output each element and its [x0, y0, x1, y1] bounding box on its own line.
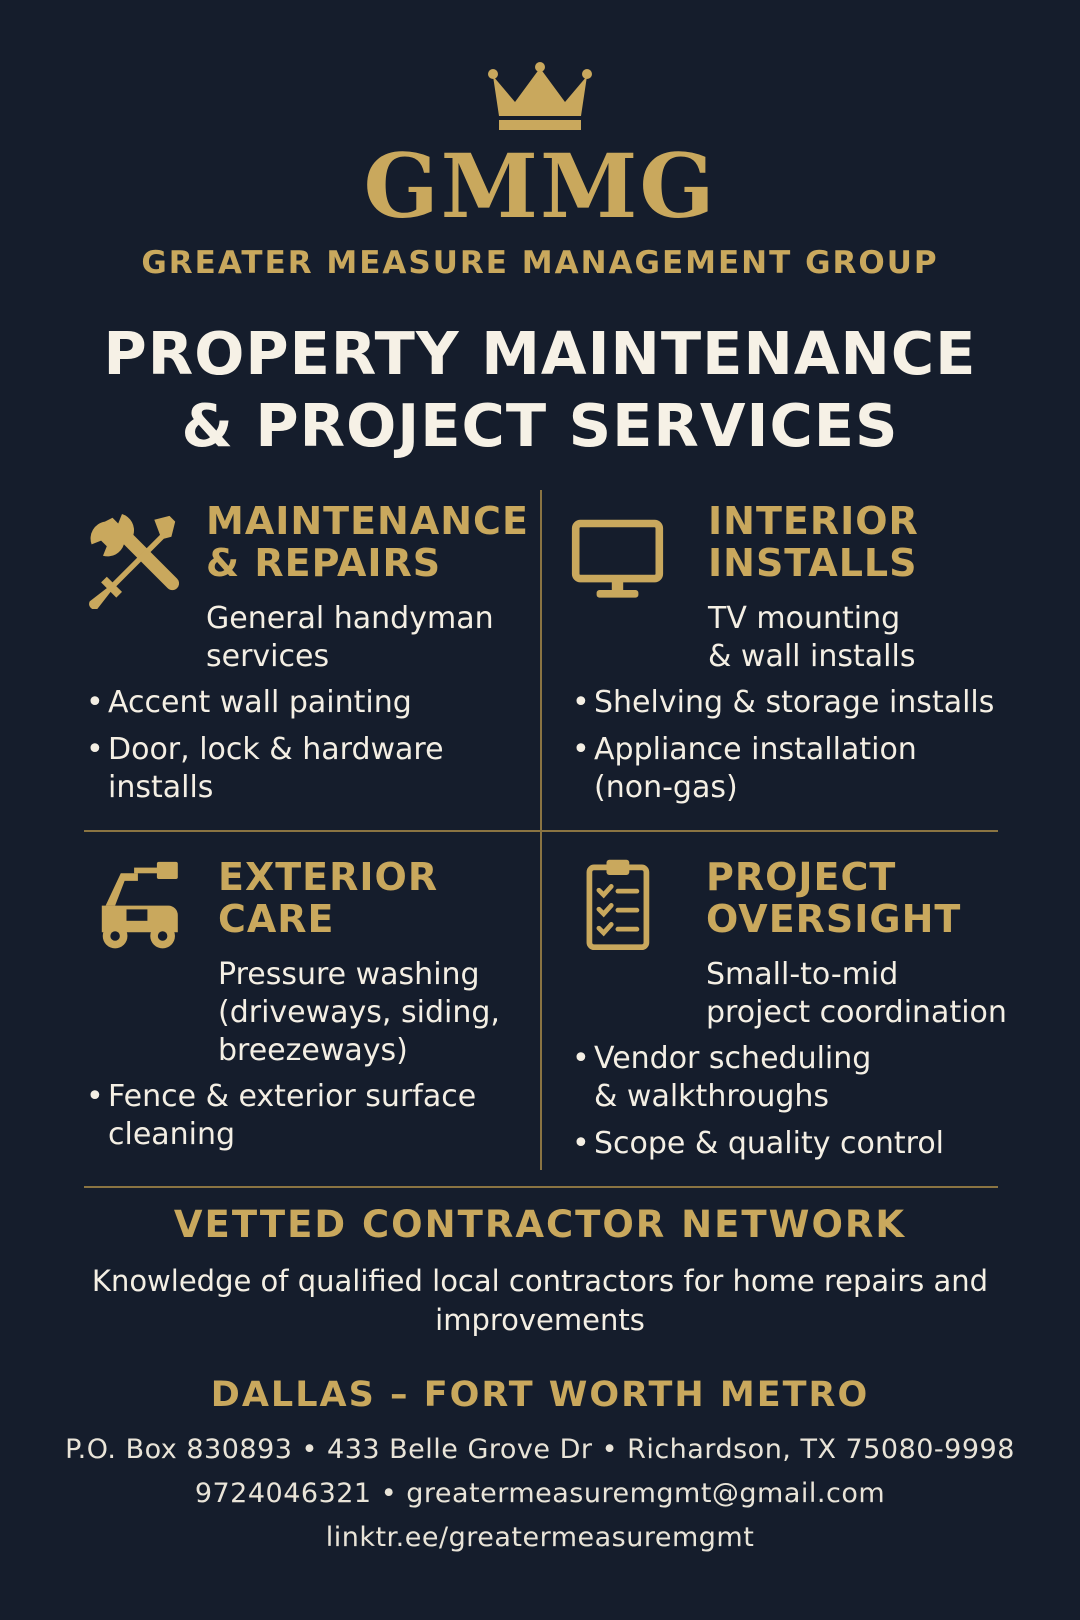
list-item: • Door, lock & hardware installs — [84, 731, 524, 807]
service-title: EXTERIOR CARE — [218, 855, 439, 941]
linktree-link[interactable]: linktr.ee/greatermeasuremgmt — [325, 1522, 755, 1553]
service-bullet-list — [570, 1040, 1010, 1172]
service-interior-installs — [570, 500, 1010, 820]
service-bullet-list — [84, 684, 524, 816]
headline-line-2: & PROJECT SERVICES — [181, 391, 899, 460]
tv-monitor-icon — [570, 514, 665, 609]
service-subtitle: TV mounting & wall installs — [708, 601, 916, 674]
section-divider — [84, 1186, 998, 1188]
list-item: • Fence & exterior surface cleaning — [84, 1078, 524, 1154]
wrench-screwdriver-icon — [84, 514, 179, 609]
crown-icon — [485, 62, 595, 132]
grid-horizontal-divider — [84, 830, 998, 832]
network-title: VETTED CONTRACTOR NETWORK — [173, 1203, 907, 1246]
service-title: MAINTENANCE & REPAIRS — [206, 499, 529, 585]
service-exterior-care — [84, 856, 524, 1176]
list-item: • Appliance installation (non-gas) — [570, 731, 1010, 807]
service-subtitle: Pressure washing (driveways, siding, breezeways) — [218, 957, 500, 1068]
network-description: Knowledge of qualified local contractors for home repairs and improvements — [91, 1264, 989, 1337]
pressure-washer-icon — [98, 860, 193, 955]
service-bullet-list — [84, 1078, 524, 1163]
list-item: • Shelving & storage installs — [570, 684, 1010, 722]
service-project-oversight — [570, 856, 1010, 1176]
service-title: PROJECT OVERSIGHT — [706, 855, 962, 941]
service-subtitle: General handyman services — [206, 601, 494, 674]
service-title: INTERIOR INSTALLS — [708, 499, 919, 585]
address-line: P.O. Box 830893 • 433 Belle Grove Dr • Richardson, TX 75080-9998 — [65, 1434, 1015, 1465]
clipboard-checklist-icon — [578, 856, 673, 951]
headline-line-1: PROPERTY MAINTENANCE — [103, 319, 977, 388]
service-subtitle: Small-to-mid project coordination — [706, 957, 1007, 1030]
region-title: DALLAS – FORT WORTH METRO — [210, 1375, 870, 1415]
company-name: GREATER MEASURE MANAGEMENT GROUP — [141, 245, 939, 281]
service-maintenance-repairs — [84, 499, 529, 820]
service-bullet-list — [570, 684, 1010, 816]
list-item: • Scope & quality control — [570, 1125, 1010, 1163]
logo-text: GMMG — [363, 134, 717, 238]
contact-line[interactable]: 9724046321 • greatermeasuremgmt@gmail.com — [194, 1478, 886, 1509]
list-item: • Accent wall painting — [84, 684, 524, 722]
list-item: • Vendor scheduling & walkthroughs — [570, 1040, 1010, 1116]
headline — [0, 318, 1080, 462]
